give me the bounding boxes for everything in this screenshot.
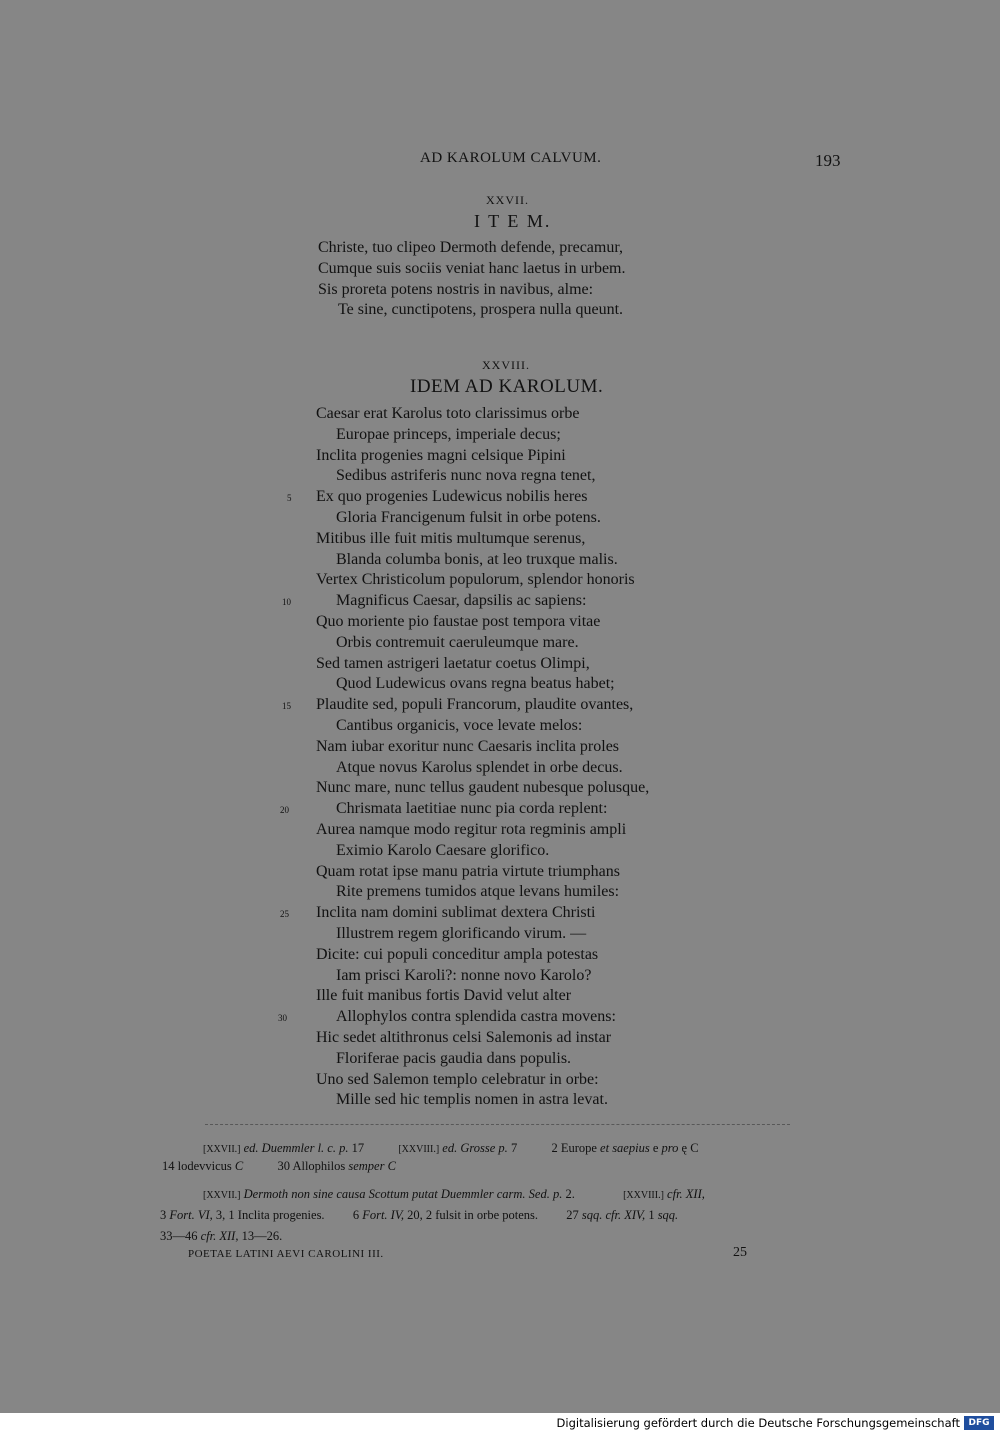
source-line (160, 1227, 282, 1245)
source-quote: 20, 2 fulsit in orbe potens. (407, 1208, 538, 1222)
source-quote: 13—26. (241, 1229, 283, 1243)
verse-line: Gloria Francigenum fulsit in orbe potens. (336, 508, 601, 526)
signature-title: POETAE LATINI AEVI CAROLINI III. (188, 1248, 384, 1260)
verse-line: Chrismata laetitiae nunc pia corda replent: (336, 800, 608, 818)
dfg-logo-icon: DFG (964, 1416, 994, 1430)
apparatus-ref: [XXVII.] (203, 1144, 241, 1155)
verse-line: Mitibus ille fuit mitis multumque serenus, (316, 529, 586, 547)
verse-line: Inclita nam domini sublimat dextera Christi (316, 904, 596, 922)
verse-line: Sedibus astriferis nunc nova regna tenet, (336, 467, 596, 485)
signature-number: 25 (733, 1245, 747, 1260)
verse-line: Uno sed Salemon templo celebratur in orbe: (316, 1070, 599, 1088)
source-line (203, 1185, 705, 1205)
verse-line: Blanda columba bonis, at leo truxque malis. (336, 550, 618, 568)
apparatus-page: 7 (510, 1141, 518, 1155)
verse-line: Quam rotat ipse manu patria virtute triumphans (316, 862, 620, 880)
poem-title: IDEM AD KAROLUM. (410, 376, 604, 397)
poem-title: I T E M. (474, 211, 552, 231)
source-note: Fort. IV, (362, 1208, 404, 1222)
verse-line: Plaudite sed, populi Francorum, plaudite ovantes, (316, 696, 634, 714)
apparatus-variant: 2 Europe (551, 1141, 597, 1155)
apparatus-note: et saepius (600, 1141, 650, 1155)
verse-line: Sed tamen astrigeri laetatur coetus Olimpi, (316, 654, 590, 672)
footnote-rule (205, 1124, 790, 1125)
apparatus-edition: ed. Duemmler l. c. p. (243, 1141, 349, 1155)
apparatus-siglum: C (234, 1159, 244, 1173)
poem-body (316, 404, 649, 1111)
apparatus-variant: 14 lodevvicus (162, 1159, 232, 1173)
verse-line: Christe, tuo clipeo Dermoth defende, precamur, (318, 239, 624, 256)
line-number: 30 (278, 1013, 287, 1023)
poem-number: XXVIII. (482, 358, 530, 372)
source-page: 2. (565, 1187, 575, 1201)
source-line-ref: 33—46 (160, 1229, 198, 1243)
apparatus-note: pro (661, 1141, 679, 1155)
verse-line: Mille sed hic templis nomen in astra levat. (336, 1091, 608, 1109)
page-number: 193 (815, 151, 841, 170)
running-title: AD KAROLUM CALVUM. (420, 150, 602, 166)
verse-line: Atque novus Karolus splendet in orbe decus. (336, 758, 623, 776)
apparatus-line (162, 1157, 396, 1175)
source-note: cfr. XII, (200, 1229, 239, 1243)
verse-line: Magnificus Caesar, dapsilis ac sapiens: (336, 592, 587, 610)
verse-line: Eximio Karolo Caesare glorifico. (336, 841, 550, 859)
verse-line: Illustrem regem glorificando virum. — (336, 924, 587, 942)
verse-line: Sis proreta potens nostris in navibus, alme: (318, 280, 594, 298)
source-line-ref: 3 (160, 1208, 167, 1222)
apparatus-variant: ę C (681, 1141, 699, 1155)
verse-line: Caesar erat Karolus toto clarissimus orbe (316, 405, 580, 422)
verse-line: Nunc mare, nunc tellus gaudent nubesque polusque, (316, 779, 650, 797)
verse-line: Cantibus organicis, voce levate melos: (336, 716, 583, 734)
verse-line: Allophylos contra splendida castra movens: (336, 1008, 616, 1026)
source-ref: [XXVIII.] (623, 1190, 664, 1201)
line-number: 5 (287, 493, 292, 503)
line-number: 20 (280, 805, 289, 815)
poem-body (318, 238, 626, 321)
source-note: cfr. XII, (667, 1187, 705, 1201)
source-note: sqq. (657, 1208, 679, 1222)
verse-line: Europae princeps, imperiale decus; (336, 425, 561, 443)
source-note: Dermoth non sine causa Scottum putat Duemmler carm. Sed. p. (243, 1187, 563, 1201)
verse-line: Dicite: cui populi conceditur ampla potestas (316, 945, 599, 963)
verse-line: Nam iubar exoritur nunc Caesaris inclita proles (316, 737, 620, 755)
verse-line: Quod Ludewicus ovans regna beatus habet; (336, 675, 615, 693)
verse-line: Iam prisci Karoli?: nonne novo Karolo? (336, 966, 592, 984)
apparatus-ref: [XXVIII.] (398, 1144, 440, 1155)
apparatus-variant: 30 Allophilos (277, 1159, 346, 1173)
verse-line: Ex quo progenies Ludewicus nobilis heres (316, 488, 588, 506)
source-note: sqq. cfr. XIV, (581, 1208, 646, 1222)
verse-line: Vertex Christicolum populorum, splendor honoris (316, 571, 635, 589)
apparatus-variant: e (652, 1141, 659, 1155)
line-number: 10 (282, 597, 291, 607)
verse-line: Hic sedet altithronus celsi Salemonis ad instar (316, 1028, 612, 1046)
verse-line: Cumque suis sociis veniat hanc laetus in urbem. (318, 259, 626, 277)
verse-line: Orbis contremuit caeruleumque mare. (336, 633, 579, 651)
verse-line: Quo moriente pio faustae post tempora vitae (316, 612, 601, 630)
poem-number: XXVII. (486, 193, 529, 207)
source-line (160, 1206, 678, 1224)
verse-line: Aurea namque modo regitur rota regminis ampli (316, 820, 627, 838)
source-line-ref: 1 (648, 1208, 655, 1222)
funding-credit: Digitalisierung gefördert durch die Deutsche Forschungsgemeinschaft (556, 1416, 960, 1430)
digitization-footer (0, 1413, 1000, 1434)
source-ref: [XXVII.] (203, 1190, 241, 1201)
apparatus-edition: ed. Grosse p. (442, 1141, 508, 1155)
verse-line: Te sine, cunctipotens, prospera nulla queunt. (338, 301, 624, 319)
source-note: Fort. VI, (169, 1208, 213, 1222)
apparatus-note: semper C (348, 1159, 396, 1173)
source-line-ref: 27 (566, 1208, 579, 1222)
verse-line: Inclita progenies magni celsique Pipini (316, 446, 566, 464)
verse-line: Rite premens tumidos atque levans humiles: (336, 883, 620, 901)
line-number: 25 (280, 909, 289, 919)
source-line-ref: 6 (352, 1208, 360, 1222)
line-number: 15 (282, 701, 291, 711)
source-quote: 3, 1 Inclita progenies. (215, 1208, 325, 1222)
verse-line: Ille fuit manibus fortis David velut alter (316, 987, 572, 1005)
apparatus-page: 17 (351, 1141, 365, 1155)
verse-line: Floriferae pacis gaudia dans populis. (336, 1049, 572, 1067)
apparatus-line (203, 1139, 699, 1159)
